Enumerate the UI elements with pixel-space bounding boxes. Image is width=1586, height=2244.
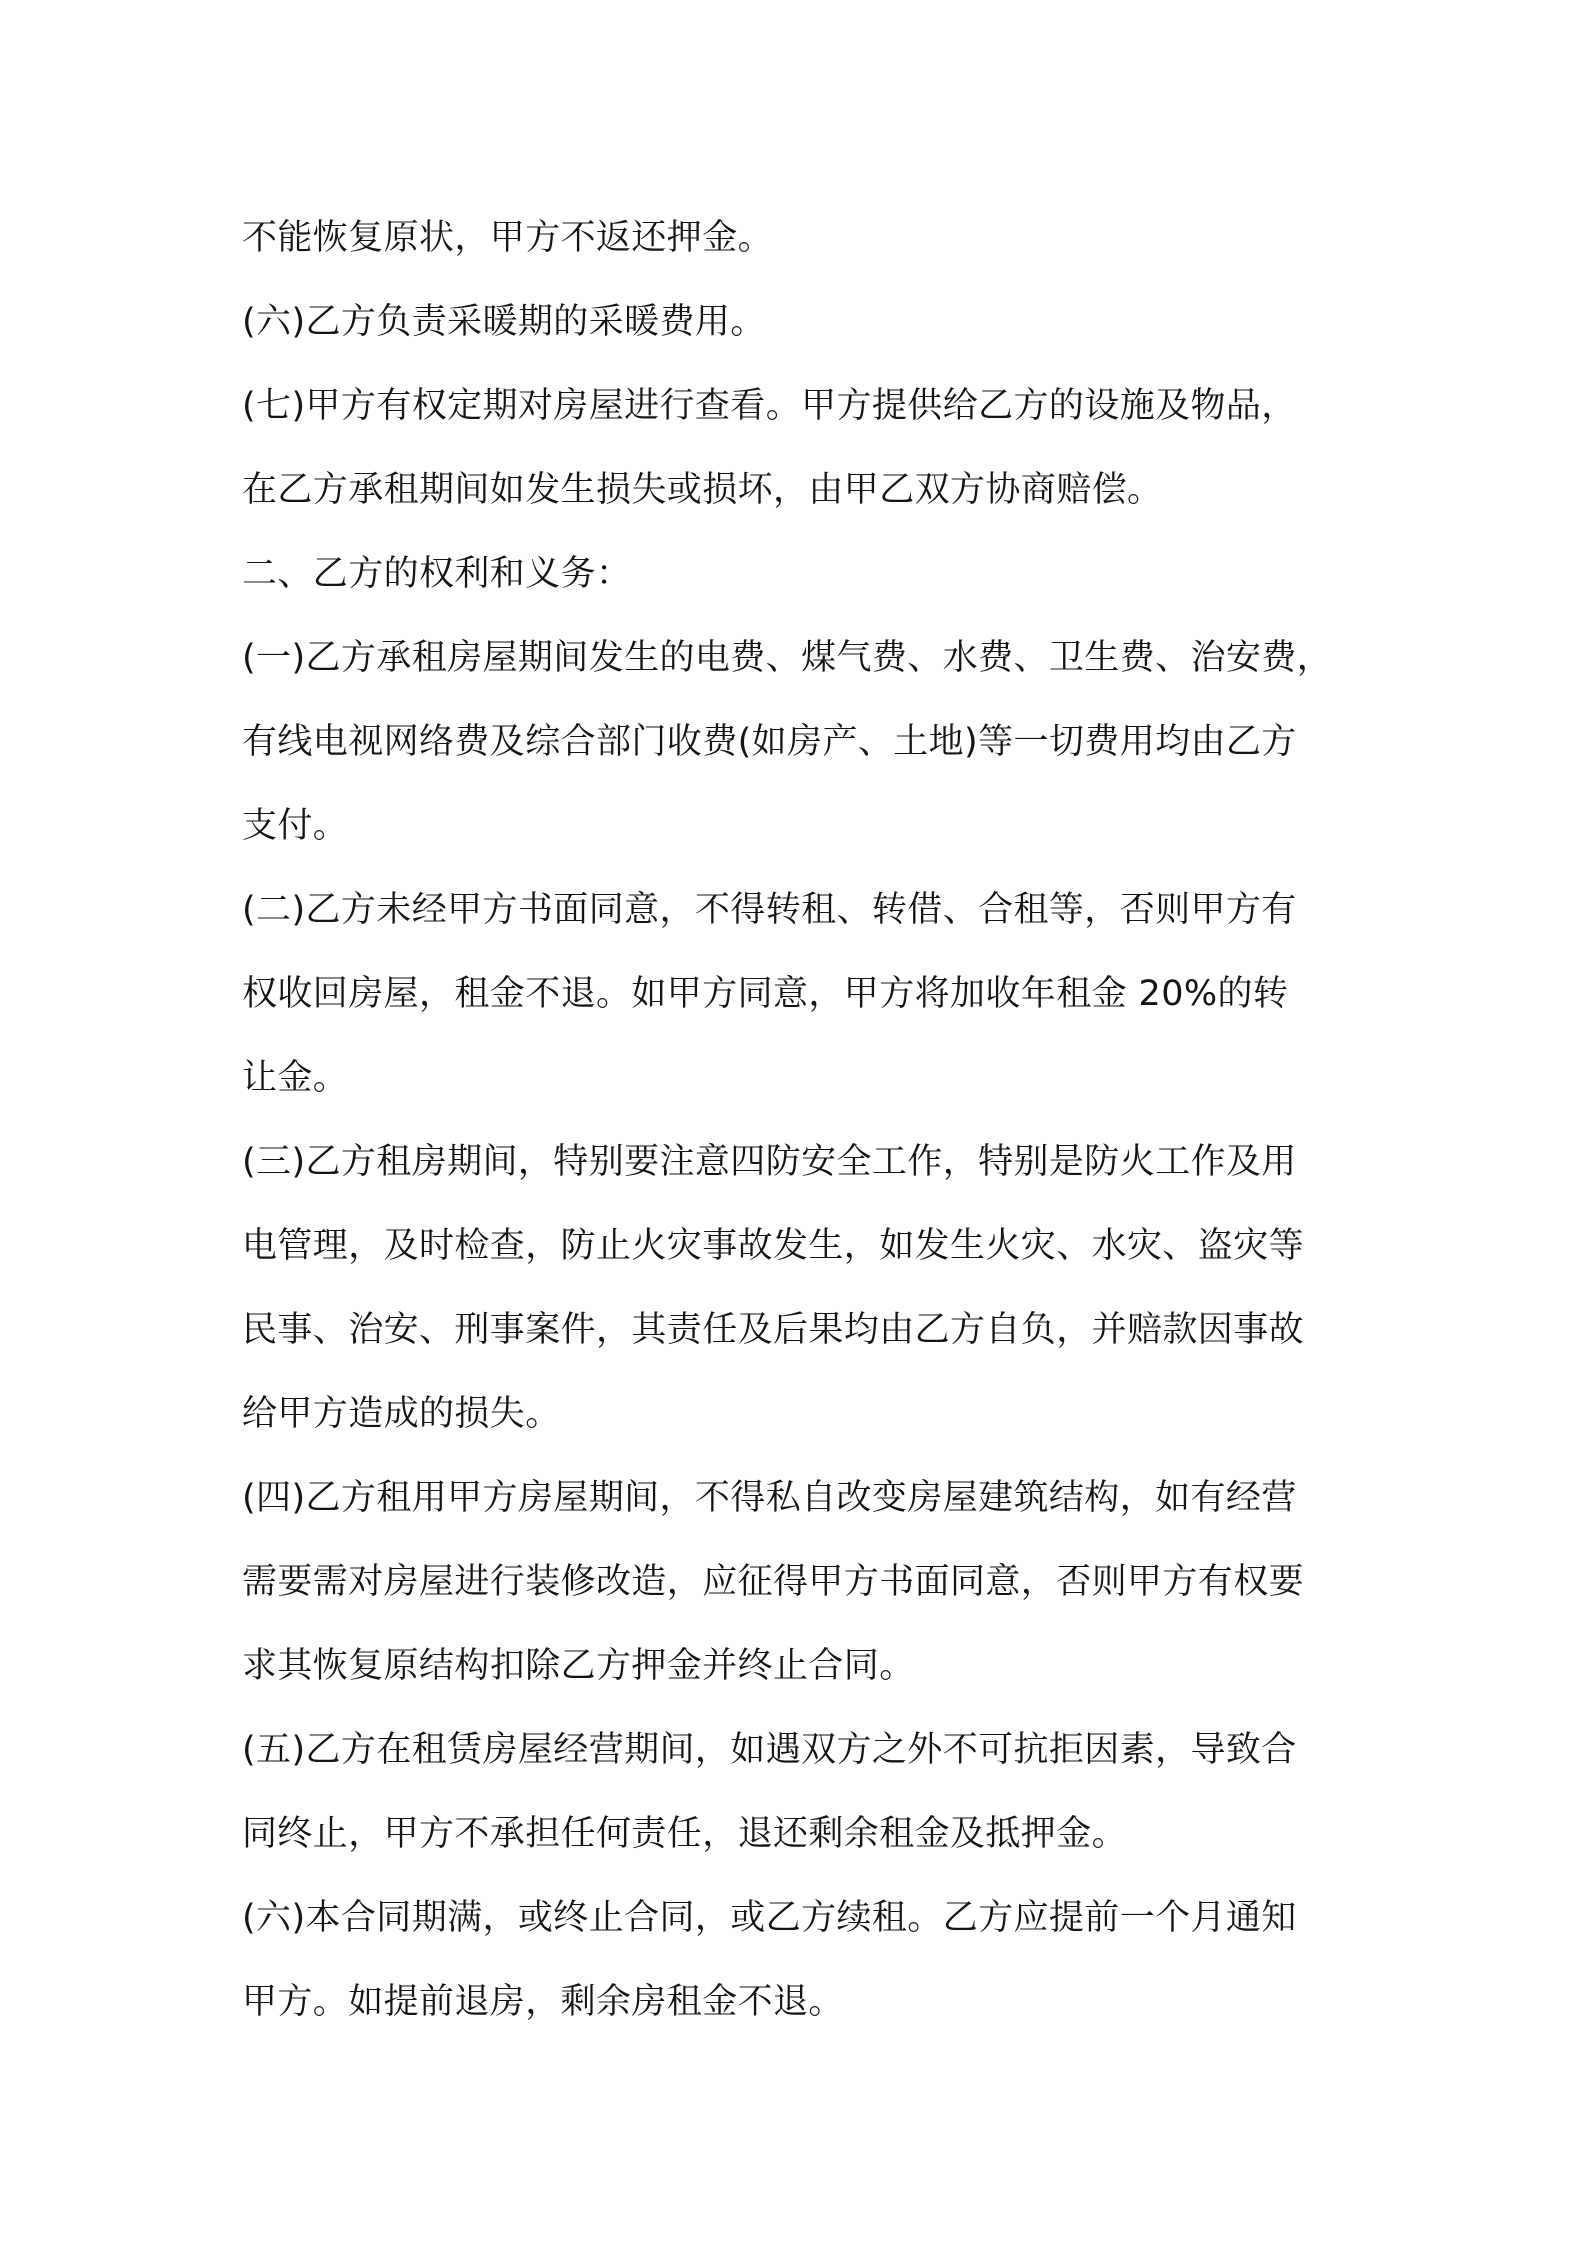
text-line: 支付。 [242, 806, 349, 846]
text-line: (五)乙方在租赁房屋经营期间，如遇双方之外不可抗拒因素，导致合 [242, 1730, 1297, 1770]
text-line: 同终止，甲方不承担任何责任，退还剩余租金及抵押金。 [242, 1814, 1128, 1854]
text-line: 让金。 [242, 1058, 349, 1098]
text-line: 电管理，及时检查，防止火灾事故发生，如发生火灾、水灾、盗灾等 [242, 1226, 1305, 1266]
section-heading: 二、乙方的权利和义务： [242, 554, 632, 594]
document-body [242, 196, 1362, 2044]
text-line: (三)乙方租房期间，特别要注意四防安全工作，特别是防火工作及用 [242, 1142, 1297, 1182]
text-line: 在乙方承租期间如发生损失或损坏，由甲乙双方协商赔偿。 [242, 470, 1163, 510]
text-line: 不能恢复原状，甲方不返还押金。 [242, 218, 774, 258]
text-line: 求其恢复原结构扣除乙方押金并终止合同。 [242, 1646, 915, 1686]
text-line: (二)乙方未经甲方书面同意，不得转租、转借、合租等，否则甲方有 [242, 890, 1297, 930]
text-line: (六)本合同期满，或终止合同，或乙方续租。乙方应提前一个月通知 [242, 1898, 1297, 1938]
text-line: (一)乙方承租房屋期间发生的电费、煤气费、水费、卫生费、治安费， [242, 638, 1333, 678]
text-line: 民事、治安、刑事案件，其责任及后果均由乙方自负，并赔款因事故 [242, 1310, 1305, 1350]
text-line: (六)乙方负责采暖期的采暖费用。 [242, 302, 766, 342]
text-line: (四)乙方租用甲方房屋期间，不得私自改变房屋建筑结构，如有经营 [242, 1478, 1297, 1518]
text-line: 需要需对房屋进行装修改造，应征得甲方书面同意，否则甲方有权要 [242, 1562, 1305, 1602]
text-line: 有线电视网络费及综合部门收费(如房产、土地)等一切费用均由乙方 [242, 722, 1297, 762]
text-line: 给甲方造成的损失。 [242, 1394, 561, 1434]
text-line: 甲方。如提前退房，剩余房租金不退。 [242, 1982, 844, 2022]
text-line: 权收回房屋，租金不退。如甲方同意，甲方将加收年租金 20%的转 [242, 974, 1289, 1014]
text-line: (七)甲方有权定期对房屋进行查看。甲方提供给乙方的设施及物品， [242, 386, 1297, 426]
